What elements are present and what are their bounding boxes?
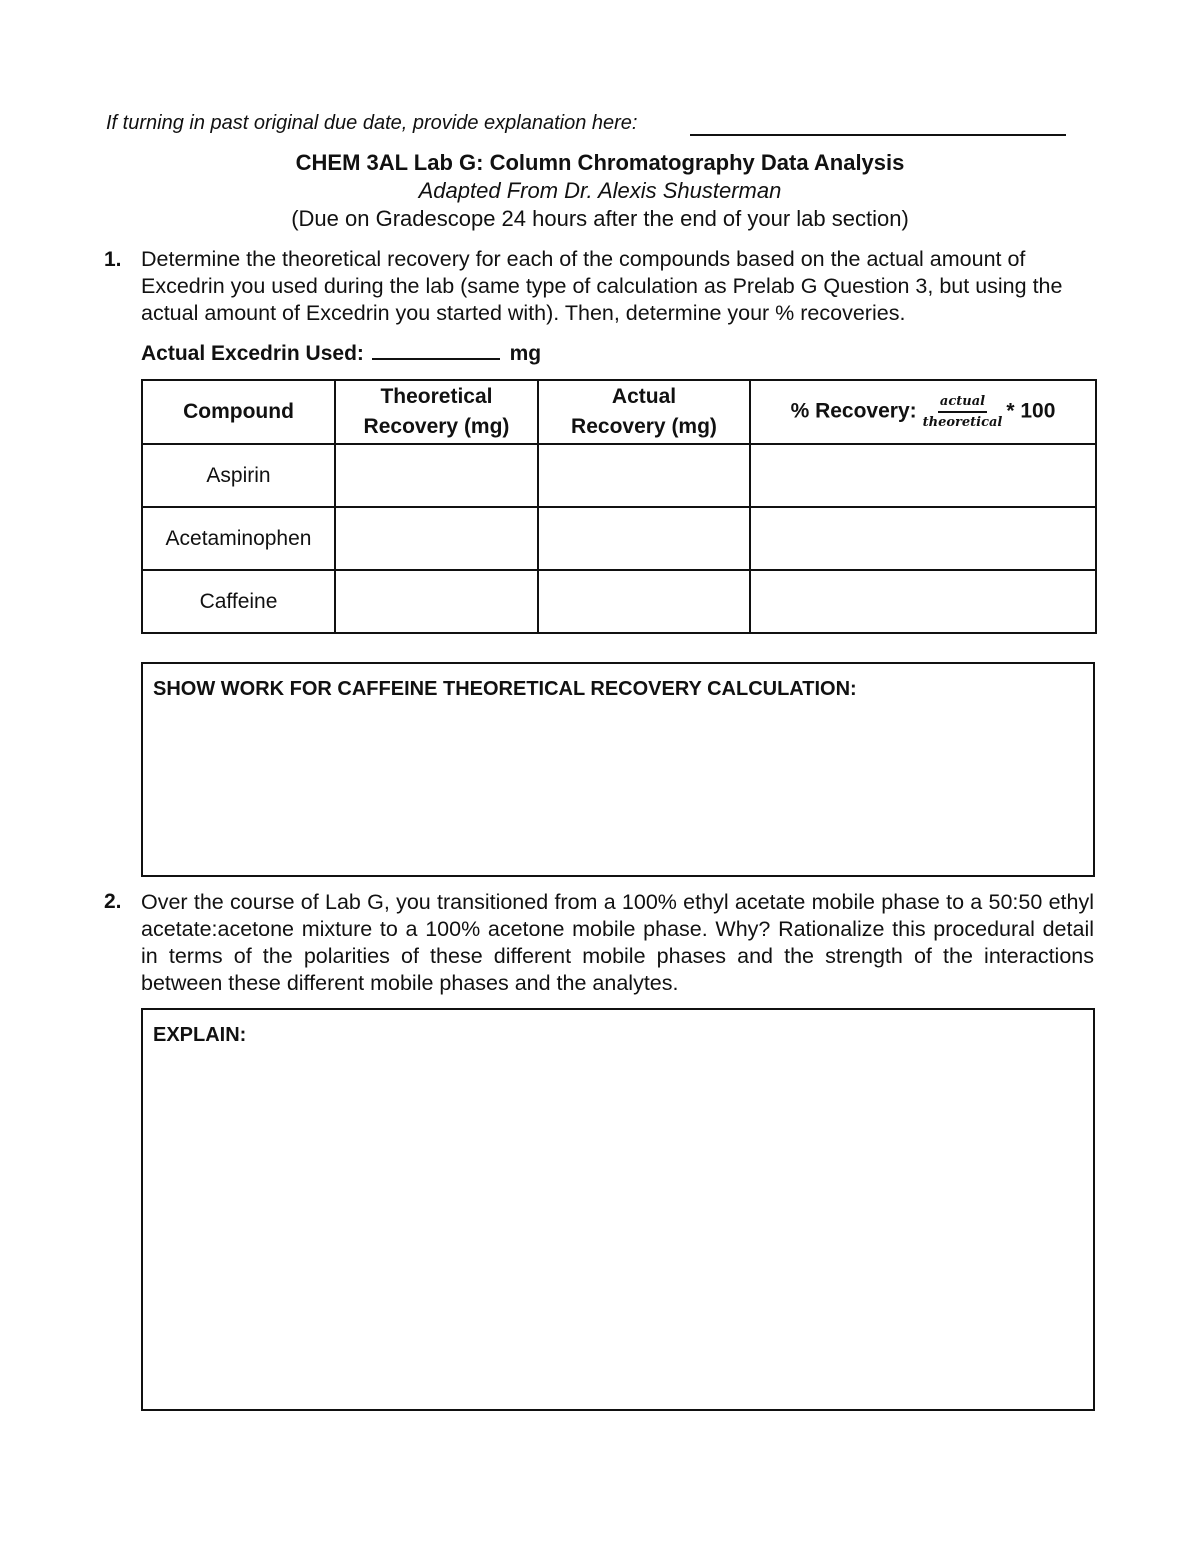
explain-label: EXPLAIN: xyxy=(153,1024,247,1046)
theoretical-recovery-cell[interactable] xyxy=(335,507,538,570)
recovery-fraction xyxy=(923,394,1003,430)
caffeine-work-box[interactable] xyxy=(141,662,1095,877)
actual-recovery-cell[interactable] xyxy=(538,507,750,570)
percent-recovery-cell[interactable] xyxy=(750,570,1096,633)
page-title: CHEM 3AL Lab G: Column Chromatography Data Analysis xyxy=(295,150,905,175)
fraction-denominator: theoretical xyxy=(922,415,1003,430)
recovery-table xyxy=(141,379,1097,634)
excedrin-used-line xyxy=(141,340,541,366)
caffeine-work-label: SHOW WORK FOR CAFFEINE THEORETICAL RECOVERY CALCULATION: xyxy=(153,678,857,700)
question-2-number: 2. xyxy=(104,890,122,913)
theoretical-header-line-1: Theoretical xyxy=(380,385,493,408)
recovery-table-header-row xyxy=(142,380,1096,444)
theoretical-recovery-cell[interactable] xyxy=(335,444,538,507)
compound-cell: Acetaminophen xyxy=(142,507,335,570)
due-note: (Due on Gradescope 24 hours after the end of your lab section) xyxy=(291,206,909,231)
fraction-numerator: actual xyxy=(938,394,987,413)
percent-recovery-cell[interactable] xyxy=(750,507,1096,570)
compound-cell: Caffeine xyxy=(142,570,335,633)
late-explanation-prompt: If turning in past original due date, provide explanation here: xyxy=(106,112,638,134)
percent-recovery-label: % Recovery: xyxy=(790,399,917,423)
late-explanation-blank[interactable] xyxy=(690,134,1066,136)
excedrin-used-label: Actual Excedrin Used: xyxy=(141,342,364,365)
question-1-text: Determine the theoretical recovery for each of the compounds based on the actual amount of Excedrin you used during the lab (same type of calculation as Prelab G Question 3, but using the actual amount of Excedrin you started with). Then, determine your % recoveries. xyxy=(141,247,1063,325)
actual-recovery-cell[interactable] xyxy=(538,570,750,633)
theoretical-recovery-cell[interactable] xyxy=(335,570,538,633)
actual-recovery-header xyxy=(538,380,750,444)
actual-header-line-2: Recovery (mg) xyxy=(571,415,717,438)
actual-recovery-cell[interactable] xyxy=(538,444,750,507)
page-subtitle: Adapted From Dr. Alexis Shusterman xyxy=(418,178,782,203)
theoretical-recovery-header xyxy=(335,380,538,444)
percent-recovery-header xyxy=(750,380,1096,444)
percent-recovery-cell[interactable] xyxy=(750,444,1096,507)
question-2-text: Over the course of Lab G, you transitioned from a 100% ethyl acetate mobile phase to a 50:50 ethyl acetate:acetone mixture to a 100% acetone mobile phase. Why? Rationalize this procedural detail in terms of the polarities of these different mobile phases and the strength of the interactions between these different mobile phases and the analytes. xyxy=(141,890,1094,995)
compound-header: Compound xyxy=(142,380,335,444)
excedrin-used-blank[interactable] xyxy=(372,340,500,360)
excedrin-used-unit: mg xyxy=(509,342,542,365)
theoretical-header-line-2: Recovery (mg) xyxy=(363,415,510,438)
table-row xyxy=(142,507,1096,570)
percent-recovery-suffix: * 100 xyxy=(1006,399,1056,423)
table-row xyxy=(142,570,1096,633)
compound-cell: Aspirin xyxy=(142,444,335,507)
table-row xyxy=(142,444,1096,507)
actual-header-line-1: Actual xyxy=(611,385,677,408)
explain-box[interactable] xyxy=(141,1008,1095,1411)
question-1-number: 1. xyxy=(104,248,122,271)
